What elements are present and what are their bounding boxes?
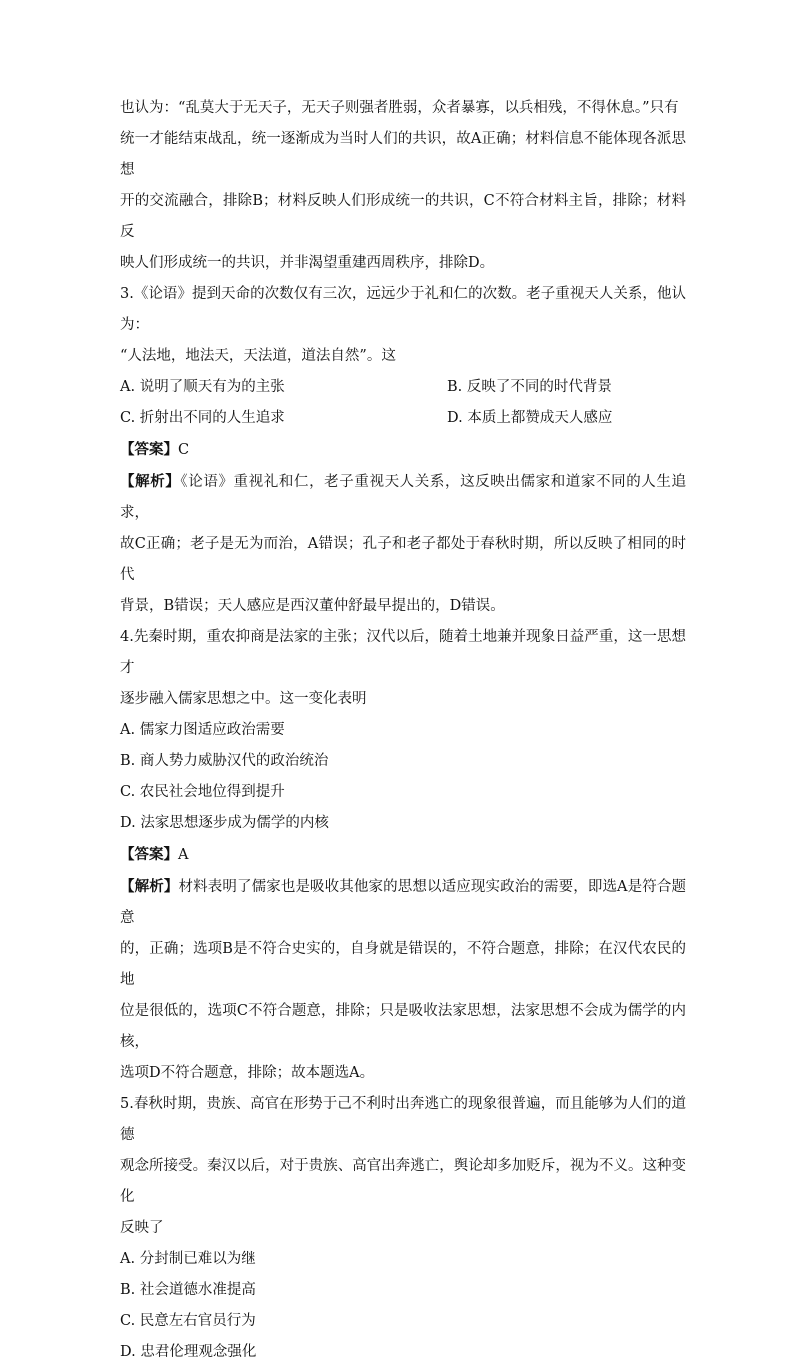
document-page	[120, 93, 686, 1368]
text-line: 也认为：“乱莫大于无天子，无天子则强者胜弱，众者暴寡，以兵相残，不得休息。”只有	[120, 100, 679, 116]
intro-paragraph	[120, 93, 686, 279]
question-stem: 反映了	[120, 1220, 164, 1236]
analysis-line: 选项D不符合题意，排除；故本题选A。	[120, 1065, 375, 1081]
answer-value: C	[178, 442, 190, 458]
text-line: 开的交流融合，排除B；材料反映人们形成统一的共识，C不符合材料主旨，排除；材料反	[120, 193, 686, 240]
analysis-line: 的，正确；选项B是不符合史实的，自身就是错误的，不符合题意，排除；在汉代农民的地	[120, 941, 686, 988]
text-line: 统一才能结束战乱，统一逐渐成为当时人们的共识，故A正确；材料信息不能体现各派思想	[120, 131, 686, 178]
option-a: A. 分封制已难以为继	[120, 1251, 256, 1267]
answer-line	[120, 839, 686, 871]
analysis-line: 位是很低的，选项C不符合题意，排除；只是吸收法家思想，法家思想不会成为儒学的内核，	[120, 1003, 686, 1050]
analysis-label: 【解析】	[120, 878, 179, 895]
option-c: C. 民意左右官员行为	[120, 1313, 256, 1329]
question-stem: 逐步融入儒家思想之中。这一变化表明	[120, 691, 367, 707]
question-stem: 3.《论语》提到天命的次数仅有三次，远远少于礼和仁的次数。老子重视天人关系，他认为：	[120, 286, 686, 333]
analysis-text: 《论语》重视礼和仁，老子重视天人关系，这反映出儒家和道家不同的人生追求，	[120, 474, 686, 521]
analysis-line: 背景，B错误；天人感应是西汉董仲舒最早提出的，D错误。	[120, 598, 505, 614]
question-stem: 4.先秦时期，重农抑商是法家的主张；汉代以后，随着土地兼并现象日益严重，这一思想才	[120, 629, 686, 676]
option-d: D. 本质上都赞成天人感应	[447, 410, 613, 426]
question-3	[120, 279, 686, 622]
text-line: 映人们形成统一的共识，并非渴望重建西周秩序，排除D。	[120, 255, 495, 271]
analysis-line: 故C正确；老子是无为而治，A错误；孔子和老子都处于春秋时期，所以反映了相同的时代	[120, 536, 686, 583]
analysis-line	[120, 871, 686, 934]
option-d: D. 法家思想逐步成为儒学的内核	[120, 815, 329, 831]
options-row	[120, 403, 686, 434]
option-b: B. 反映了不同的时代背景	[447, 379, 612, 395]
question-stem: 观念所接受。秦汉以后，对于贵族、高官出奔逃亡，舆论却多加贬斥，视为不义。这种变化	[120, 1158, 686, 1205]
answer-label: 【答案】	[120, 441, 178, 458]
answer-value: A	[178, 847, 189, 863]
analysis-text: 材料表明了儒家也是吸收其他家的思想以适应现实政治的需要，即选A是符合题意	[120, 879, 687, 926]
answer-line	[120, 434, 686, 466]
option-a: A. 儒家力图适应政治需要	[120, 722, 285, 738]
analysis-label: 【解析】	[120, 473, 181, 490]
option-c: C. 折射出不同的人生追求	[120, 410, 285, 426]
question-stem: “人法地，地法天，天法道，道法自然”。这	[120, 348, 396, 364]
options-row	[120, 372, 686, 403]
option-c: C. 农民社会地位得到提升	[120, 784, 285, 800]
analysis-line	[120, 466, 686, 529]
question-5	[120, 1089, 686, 1368]
option-d: D. 忠君伦理观念强化	[120, 1344, 257, 1360]
question-stem: 5.春秋时期，贵族、高官在形势于己不利时出奔逃亡的现象很普遍，而且能够为人们的道德	[120, 1096, 686, 1143]
option-a: A. 说明了顺天有为的主张	[120, 379, 285, 395]
answer-label: 【答案】	[120, 846, 178, 863]
option-b: B. 社会道德水准提高	[120, 1282, 256, 1298]
question-4	[120, 622, 686, 1089]
option-b: B. 商人势力威胁汉代的政治统治	[120, 753, 329, 769]
